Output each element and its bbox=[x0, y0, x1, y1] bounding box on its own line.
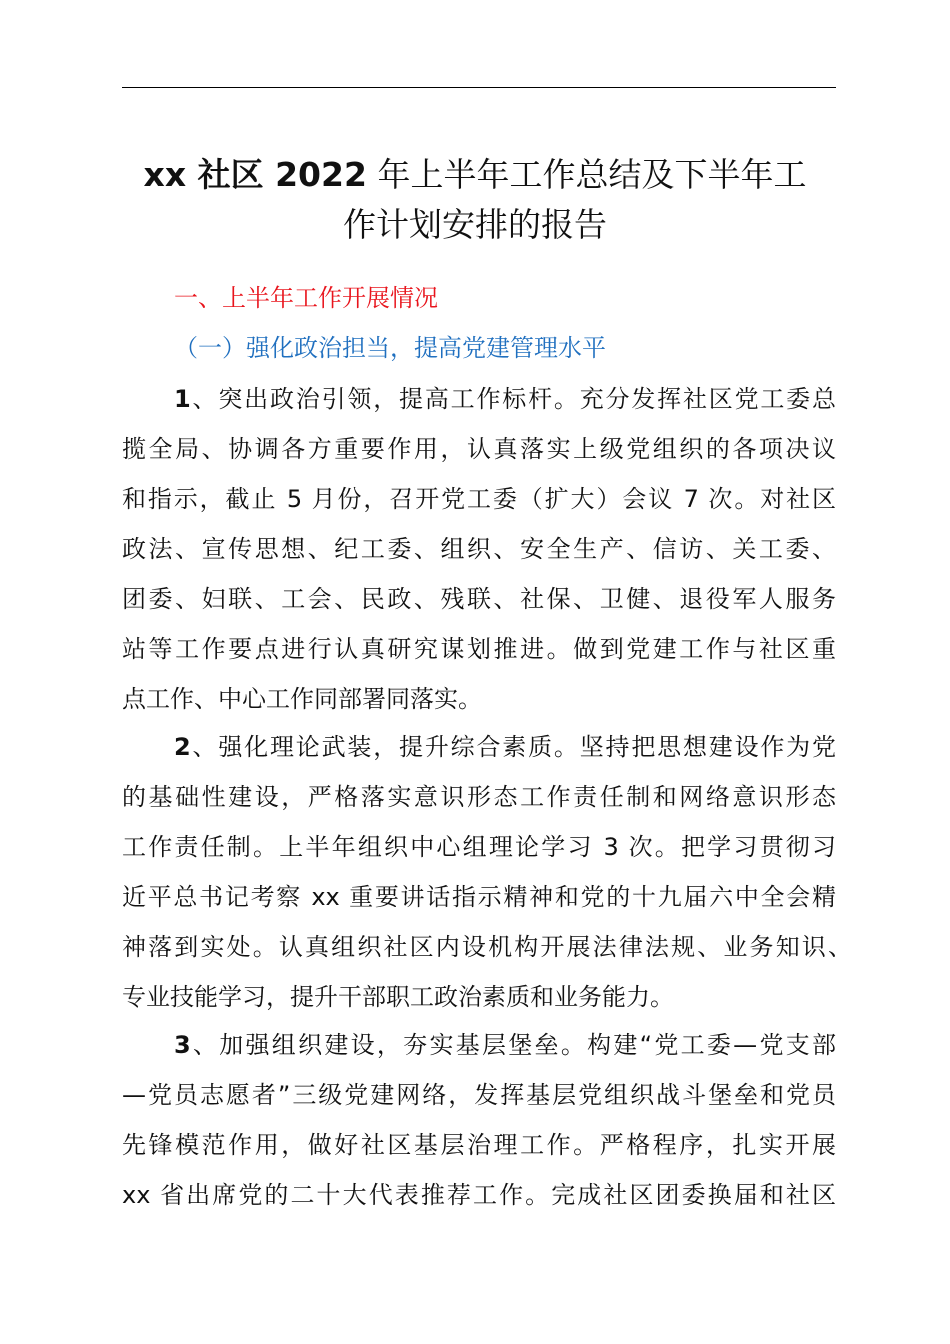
paragraph-item-1 bbox=[122, 374, 836, 724]
paragraph-line: 神落到实处。认真组织社区内设机构开展法律法规、业务知识、 bbox=[122, 933, 852, 961]
paragraph-line: 3、加强组织建设，夯实基层堡垒。构建“党工委—党支部 bbox=[174, 1031, 836, 1059]
title-line-2: 作计划安排的报告 bbox=[343, 205, 607, 244]
paragraph-item-3 bbox=[122, 1020, 836, 1220]
title-prefix: xx 社区 bbox=[143, 155, 276, 194]
document-title bbox=[100, 150, 850, 250]
item-number: 1 bbox=[174, 385, 191, 413]
title-year: 2022 bbox=[275, 155, 367, 194]
subsection-heading: （一）强化政治担当，提高党建管理水平 bbox=[174, 334, 606, 362]
title-line-1 bbox=[100, 150, 850, 200]
item-number: 3 bbox=[174, 1031, 191, 1059]
paragraph-line: xx 省出席党的二十大代表推荐工作。完成社区团委换届和社区 bbox=[122, 1181, 836, 1209]
section-heading: 一、上半年工作开展情况 bbox=[174, 284, 438, 312]
paragraph-line: 的基础性建设，严格落实意识形态工作责任制和网络意识形态 bbox=[122, 783, 836, 811]
paragraph-line: 先锋模范作用，做好社区基层治理工作。严格程序，扎实开展 bbox=[122, 1131, 836, 1159]
paragraph-line: 和指示，截止 5 月份，召开党工委（扩大）会议 7 次。对社区 bbox=[122, 485, 836, 513]
paragraph-line: —党员志愿者”三级党建网络，发挥基层党组织战斗堡垒和党员 bbox=[122, 1081, 836, 1109]
header-rule bbox=[122, 87, 836, 88]
paragraph-line: 近平总书记考察 xx 重要讲话指示精神和党的十九届六中全会精 bbox=[122, 883, 836, 911]
title-suffix: 年上半年工作总结及下半年工 bbox=[366, 155, 807, 194]
paragraph-line: 政法、宣传思想、纪工委、组织、安全生产、信访、关工委、 bbox=[122, 535, 836, 563]
item-number: 2 bbox=[174, 733, 191, 761]
paragraph-line: 站等工作要点进行认真研究谋划推进。做到党建工作与社区重 bbox=[122, 635, 836, 663]
paragraph-line: 专业技能学习，提升干部职工政治素质和业务能力。 bbox=[122, 983, 674, 1011]
paragraph-line: 点工作、中心工作同部署同落实。 bbox=[122, 685, 482, 713]
paragraph-line: 揽全局、协调各方重要作用，认真落实上级党组织的各项决议 bbox=[122, 435, 836, 463]
paragraph-line: 1、突出政治引领，提高工作标杆。充分发挥社区党工委总 bbox=[174, 385, 836, 413]
paragraph-item-2 bbox=[122, 722, 852, 1022]
paragraph-line: 工作责任制。上半年组织中心组理论学习 3 次。把学习贯彻习 bbox=[122, 833, 836, 861]
paragraph-line: 2、强化理论武装，提升综合素质。坚持把思想建设作为党 bbox=[174, 733, 836, 761]
paragraph-line: 团委、妇联、工会、民政、残联、社保、卫健、退役军人服务 bbox=[122, 585, 836, 613]
